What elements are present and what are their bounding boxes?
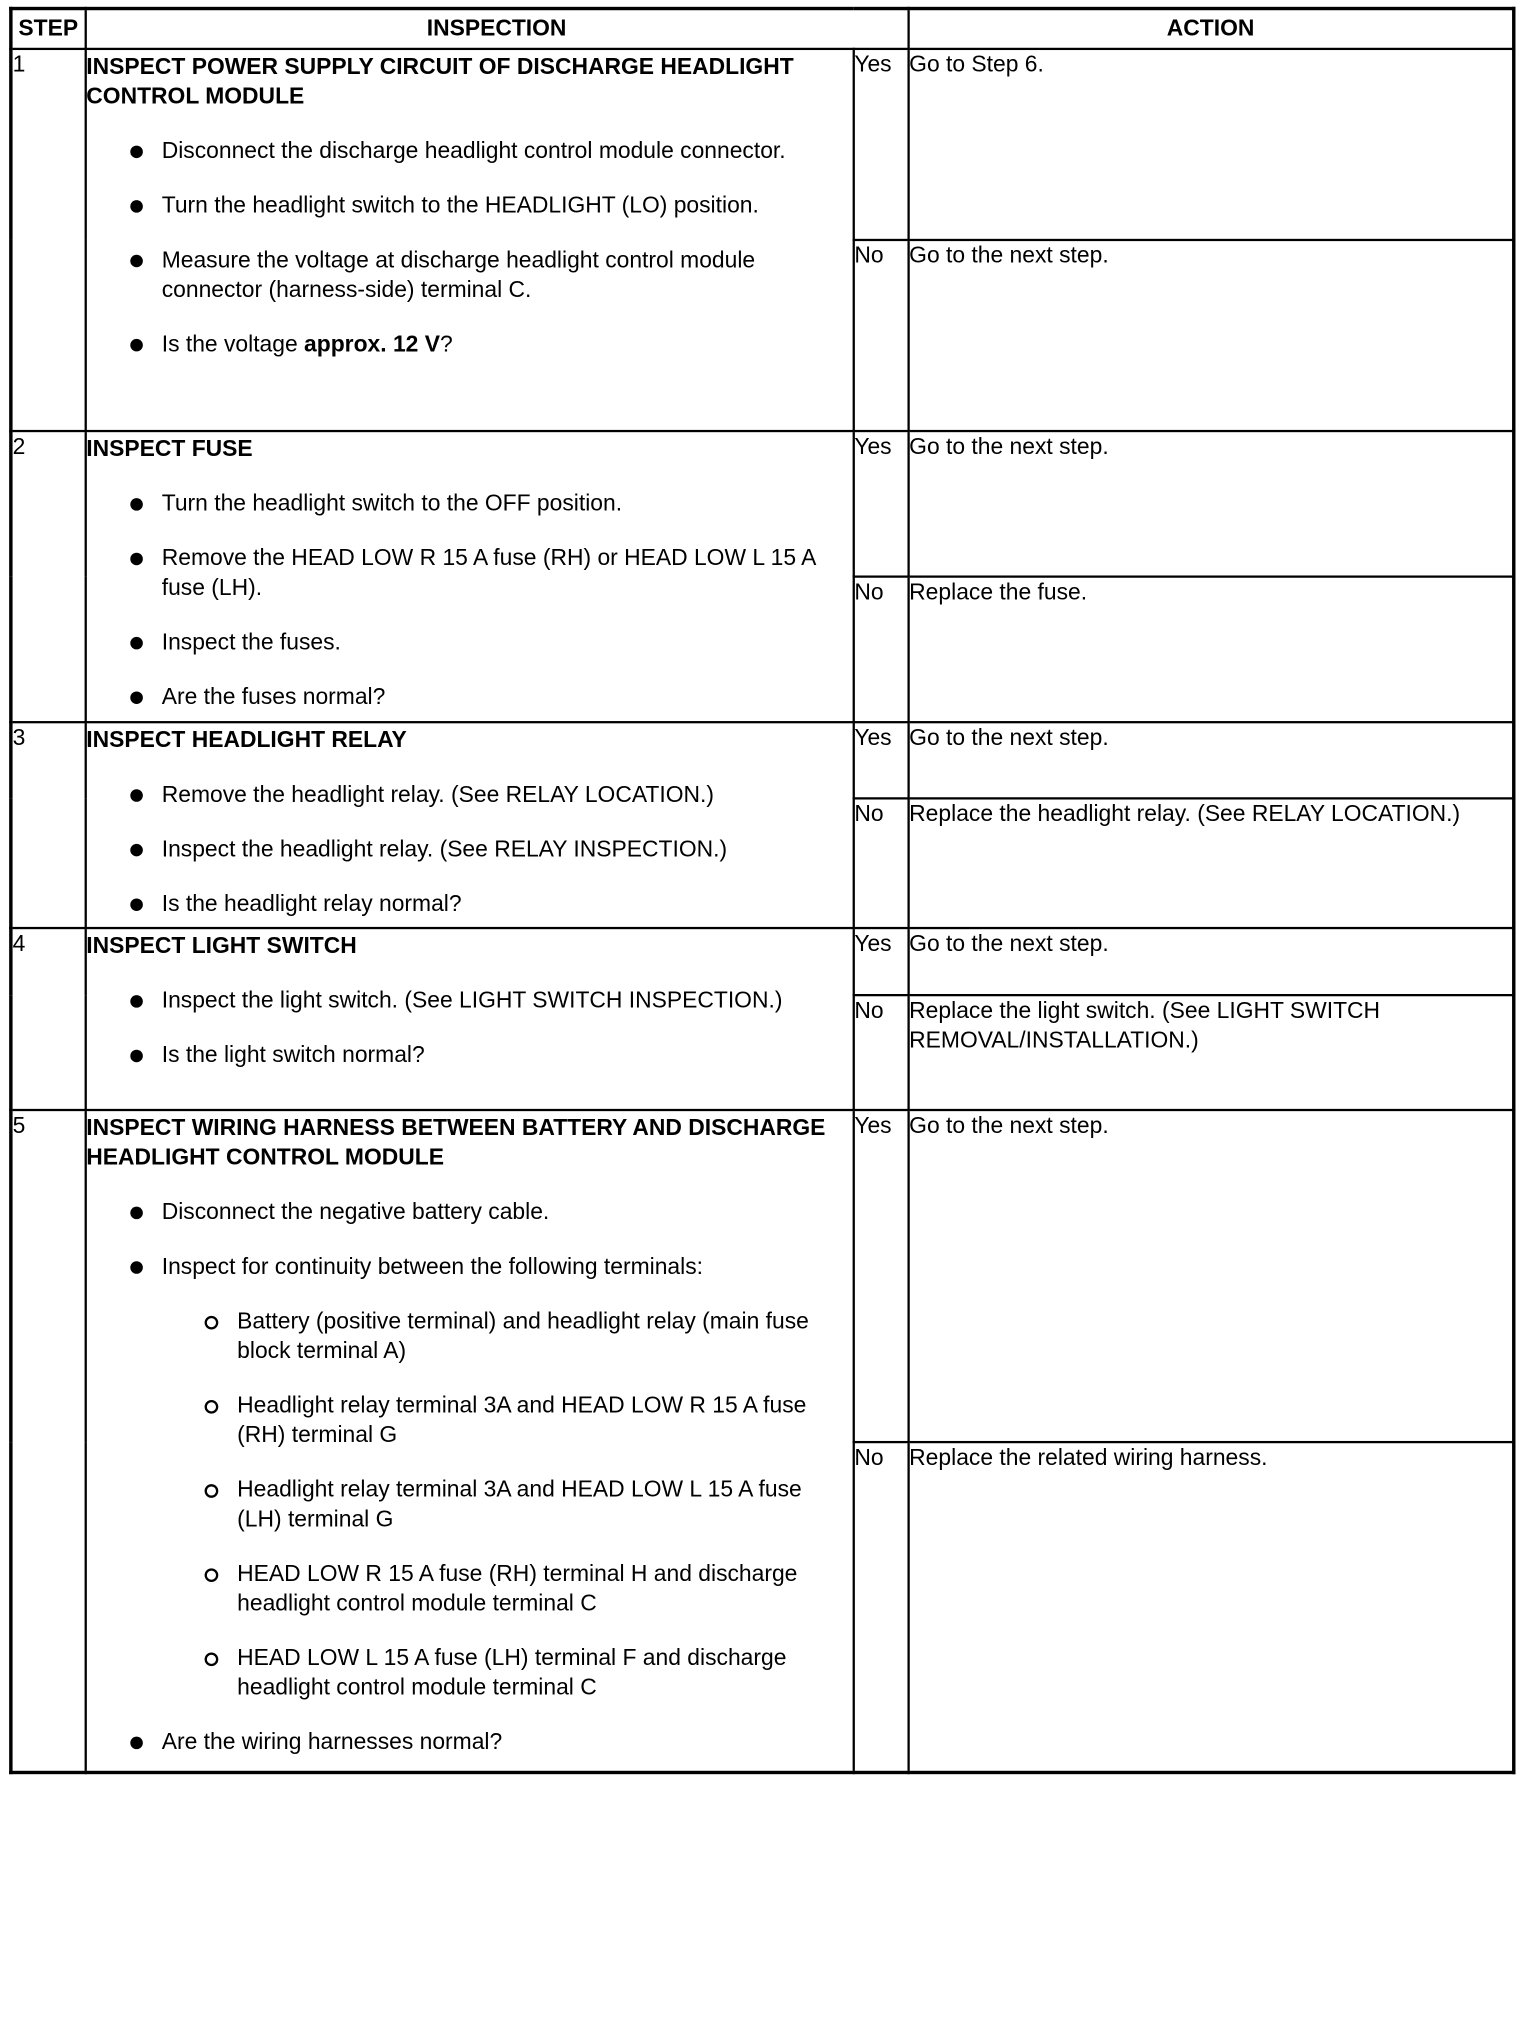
step-row-yes: [11, 928, 1514, 995]
no-label: No: [853, 1442, 908, 1772]
header-row: [11, 9, 1514, 49]
list-item: [86, 330, 852, 360]
list-item: Disconnect the negative battery cable.: [86, 1198, 852, 1228]
header-action: ACTION: [908, 9, 1514, 49]
yes-action: Go to the next step.: [908, 928, 1514, 995]
header-inspection: INSPECTION: [85, 9, 908, 49]
yes-label: Yes: [853, 1110, 908, 1442]
yes-label: Yes: [853, 928, 908, 995]
inspection-list: [86, 780, 852, 919]
step-number: 5: [11, 1110, 85, 1772]
inspection-cell: [85, 1110, 853, 1772]
list-item: Are the wiring harnesses normal?: [86, 1728, 852, 1758]
list-item: Are the fuses normal?: [86, 682, 852, 712]
list-item: Is the headlight relay normal?: [86, 889, 852, 919]
inspection-cell: [85, 928, 853, 1110]
inspection-cell: [85, 49, 853, 431]
step-row-yes: [11, 722, 1514, 798]
header-step: STEP: [11, 9, 85, 49]
inspection-list: [86, 1198, 852, 1282]
list-item: Inspect the light switch. (See LIGHT SWITCH INSPECTION.): [86, 986, 852, 1016]
question-text: Is the voltage: [161, 332, 305, 358]
no-action: Go to the next step.: [908, 240, 1514, 431]
inspection-title: INSPECT LIGHT SWITCH: [86, 933, 357, 959]
question-emphasis: approx. 12 V: [304, 332, 440, 358]
inspection-list: [86, 489, 852, 712]
step-number: 1: [11, 49, 85, 431]
inspection-title: INSPECT POWER SUPPLY CIRCUIT OF DISCHARGE HEADLIGHT CONTROL MODULE: [86, 54, 794, 110]
inspection-cell: [85, 431, 853, 722]
list-item: Remove the HEAD LOW R 15 A fuse (RH) or HEAD LOW L 15 A fuse (LH).: [86, 544, 852, 603]
no-label: No: [853, 240, 908, 431]
diagnostic-table: [9, 7, 1515, 1774]
no-label: No: [853, 995, 908, 1110]
inspection-cell: [85, 722, 853, 928]
list-item: Remove the headlight relay. (See RELAY LOCATION.): [86, 780, 852, 810]
step-row-yes: [11, 431, 1514, 577]
yes-label: Yes: [853, 49, 908, 240]
sub-list-item: Battery (positive terminal) and headlight relay (main fuse block terminal A): [86, 1307, 852, 1366]
yes-action: Go to the next step.: [908, 431, 1514, 577]
inspection-title: INSPECT FUSE: [86, 436, 253, 462]
list-item: Turn the headlight switch to the HEADLIGHT (LO) position.: [86, 191, 852, 221]
list-item: Disconnect the discharge headlight control module connector.: [86, 136, 852, 166]
list-item: Inspect for continuity between the following terminals:: [86, 1252, 852, 1282]
no-action: Replace the related wiring harness.: [908, 1442, 1514, 1772]
step-row-yes: [11, 49, 1514, 240]
yes-action: Go to the next step.: [908, 722, 1514, 798]
inspection-list: [86, 986, 852, 1070]
inspection-list: [86, 1728, 852, 1758]
list-item: Measure the voltage at discharge headlight control module connector (harness-side) terminal C.: [86, 246, 852, 305]
no-action: Replace the fuse.: [908, 577, 1514, 723]
inspection-list: [86, 136, 852, 359]
no-action: Replace the headlight relay. (See RELAY LOCATION.): [908, 798, 1514, 928]
list-item: Inspect the headlight relay. (See RELAY INSPECTION.): [86, 835, 852, 865]
sub-list-item: HEAD LOW R 15 A fuse (RH) terminal H and discharge headlight control module terminal C: [86, 1559, 852, 1618]
list-item: Inspect the fuses.: [86, 628, 852, 658]
inspection-title: INSPECT WIRING HARNESS BETWEEN BATTERY AND DISCHARGE HEADLIGHT CONTROL MODULE: [86, 1115, 826, 1171]
yes-label: Yes: [853, 722, 908, 798]
yes-label: Yes: [853, 431, 908, 577]
yes-action: Go to Step 6.: [908, 49, 1514, 240]
yes-action: Go to the next step.: [908, 1110, 1514, 1442]
list-item: Is the light switch normal?: [86, 1041, 852, 1071]
inspection-title: INSPECT HEADLIGHT RELAY: [86, 727, 407, 753]
sub-list-item: Headlight relay terminal 3A and HEAD LOW L 15 A fuse (LH) terminal G: [86, 1475, 852, 1534]
step-row-yes: [11, 1110, 1514, 1442]
step-number: 4: [11, 928, 85, 1110]
inspection-sublist: [86, 1307, 852, 1703]
step-number: 2: [11, 431, 85, 722]
no-action: Replace the light switch. (See LIGHT SWITCH REMOVAL/INSTALLATION.): [908, 995, 1514, 1110]
question-end: ?: [439, 332, 453, 358]
step-number: 3: [11, 722, 85, 928]
no-label: No: [853, 577, 908, 723]
sub-list-item: HEAD LOW L 15 A fuse (LH) terminal F and discharge headlight control module terminal C: [86, 1643, 852, 1702]
sub-list-item: Headlight relay terminal 3A and HEAD LOW R 15 A fuse (RH) terminal G: [86, 1391, 852, 1450]
no-label: No: [853, 798, 908, 928]
list-item: Turn the headlight switch to the OFF position.: [86, 489, 852, 519]
